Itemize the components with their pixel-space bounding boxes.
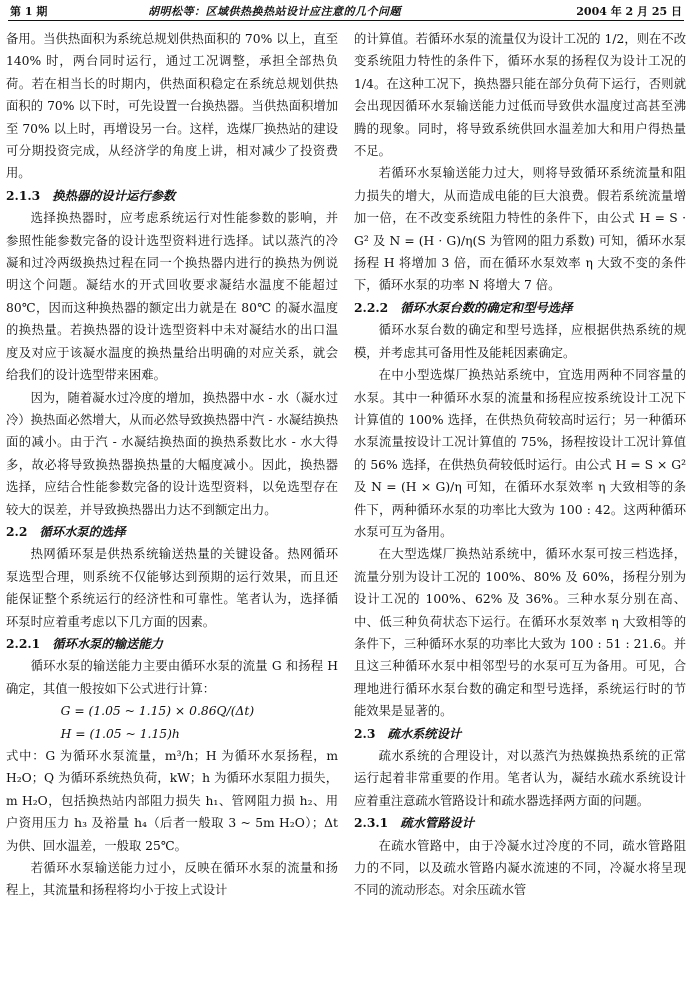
paragraph: 选择换热器时，应考虑系统运行对性能参数的影响，并参照性能参数完备的设计选型资料进行选择。试以蒸汽的冷凝和过冷两级换热过程在同一个换热器内进行的换热为例说明这个问题。凝结水的开式回收要求凝结水温度不能超过 80℃，因而这种换热器的额定出力就是在 80℃ 的凝水温度的换热量。若换热器的设计选型资料中未对凝结水的出口温度及对应于该凝水温度的换热量给出明确的对应关系，就会给我们的设计选型带来困难。 [6, 211, 338, 383]
paragraph: 若循环水泵输送能力过小，反映在循环水泵的流量和扬程上，其流量和扬程将均小于按上式设计 [6, 861, 338, 898]
formula-head: H = (1.05 ~ 1.15)h [60, 726, 180, 741]
section-title: 循环水泵的输送能力 [52, 635, 163, 651]
paragraph: 循环水泵的输送能力主要由循环水泵的流量 G 和扬程 H 确定，其值一般按如下公式进行计算： [6, 659, 338, 696]
paragraph: 循环水泵台数的确定和型号选择，应根据供热系统的规模，并考虑其可备用性及能耗因素确定。 [354, 323, 686, 360]
section-title: 循环水泵的选择 [39, 523, 126, 539]
section-number: 2.1.3 [6, 187, 41, 203]
paragraph: 在中小型选煤厂换热站系统中，宜选用两种不同容量的水泵。其中一种循环水泵的流量和扬程应按系统设计工况下计算值的 100% 选择，在供热负荷较高时运行；另一种循环水泵流量按设计工况计算值的 75%，扬程按设计工况计算值的 56% 选择，在供热负荷较低时运行。由公式 H = S × G² 及 N = (H × G)/η 可知，在循环水泵效率 η 大致相等的条件下，两种循环水泵的功率比大致为 100 : 42。这两种循环水泵可互为备用。 [354, 368, 686, 539]
section-title: 疏水管路设计 [400, 815, 475, 831]
section-title: 换热器的设计运行参数 [52, 187, 176, 203]
section-heading-2-1-3 [6, 185, 338, 207]
paragraph: 式中：G 为循环水泵流量，m³/h；H 为循环水泵扬程，m H₂O；Q 为循环系统热负荷，kW；h 为循环水泵阻力损失，m H₂O，包括换热站内部阻力损失 h₁、管网阻力损 h₂、用户资用压力 h₃ 及裕量 h₄（后者一般取 3 ~ 5m H₂O）；Δt 为供、回水温差，一般取 25℃。 [6, 749, 338, 853]
paragraph: 的计算值。若循环水泵的流量仅为设计工况的 1/2，则在不改变系统阻力特性的条件下，循环水泵的扬程仅为设计工况的 1/4。在这种工况下，换热器只能在部分负荷下运行，否则就会出现因循环水泵输送能力过低而导致供水温度过高甚至沸腾的现象。同时，将导致系统供回水温差加大和用户得热量不足。 [354, 32, 686, 159]
right-column [354, 28, 686, 996]
paragraph: 在大型选煤厂换热站系统中，循环水泵可按三档选择，流量分别为设计工况的 100%、80% 及 60%，扬程分别为设计工况的 100%、62% 及 36%。三种水泵分别在高、中、低三种负荷状态下运行。在循环水泵效率 η 大致相等的条件下，三种循环水泵的功率比大致为 100 : 51 : 21.6。并且这三种循环水泵中相邻型号的水泵可互为备用。可见，合理地进行循环水泵台数的确定和型号选择，系统运行时的节能效果是显著的。 [354, 547, 686, 719]
paragraph: 在疏水管路中，由于冷凝水过冷度的不同，疏水管路阻力的不同，以及疏水管路内凝水流速的不同，冷凝水将呈现不同的流动形态。对余压疏水管 [354, 838, 686, 898]
section-number: 2.3 [354, 725, 376, 741]
formula-flow: G = (1.05 ~ 1.15) × 0.86Q/(Δt) [60, 704, 255, 719]
section-number: 2.2.2 [354, 299, 389, 315]
section-heading-2-2 [6, 521, 338, 543]
section-number: 2.2.1 [6, 635, 41, 651]
paragraph: 疏水系统的合理设计，对以蒸汽为热媒换热系统的正常运行起着非常重要的作用。笔者认为，凝结水疏水系统设计应着重注意疏水管路设计和疏水器选择两方面的问题。 [354, 749, 686, 808]
section-heading-2-3-1 [354, 812, 686, 834]
section-heading-2-2-2 [354, 297, 686, 319]
paragraph: 备用。当供热面积为系统总规划供热面积的 70% 以上，直至 140% 时，两台同时运行，通过工况调整，承担全部热负荷。若在相当长的时期内，供热面积稳定在系统总规划供热面积的 70% 以下时，可先设置一台换热器。当供热面积增加至 70% 以上时，再增设另一台。这样，选煤厂换热站的建设可分期投资完成，从经济学的角度上讲，相对减少了投资费用。 [6, 32, 338, 181]
paragraph: 若循环水泵输送能力过大，则将导致循环系统流量和阻力损失的增大，从而造成电能的巨大浪费。假若系统流量增加一倍，在不改变系统阻力特性的条件下，由公式 H = S · G² 及 N = (H · G)/η(S 为管网的阻力系数) 可知，循环水泵扬程 H 将增加 3 倍，而在循环水泵效率 η 大致不变的条件下，循环水泵的功率 N 将增大 7 倍。 [354, 166, 686, 293]
issue-number: 第 1 期 [10, 5, 48, 18]
section-title: 疏水系统设计 [387, 725, 462, 741]
section-number: 2.3.1 [354, 815, 389, 831]
section-number: 2.2 [6, 523, 28, 539]
section-title: 循环水泵台数的确定和型号选择 [400, 299, 573, 315]
left-column [6, 28, 338, 996]
section-heading-2-3 [354, 723, 686, 745]
section-heading-2-2-1 [6, 633, 338, 655]
issue-date: 2004 年 2 月 25 日 [576, 5, 682, 18]
paragraph: 热网循环泵是供热系统输送热量的关键设备。热网循环泵选型合理，则系统不仅能够达到预期的运行效果，而且还能保证整个系统运行的经济性和可靠性。笔者认为，选择循环泵时应着重考虑以下几方面的因素。 [6, 547, 338, 629]
running-title: 胡明松等：区域供热换热站设计应注意的几个问题 [148, 5, 401, 18]
running-header [8, 2, 684, 21]
paragraph: 因为，随着凝水过冷度的增加，换热器中水 - 水（凝水过冷）换热面必然增大，从而必然导致换热器中汽 - 水凝结换热面的减小。由于汽 - 水凝结换热面的换热系数比水 - 水大得多，故必将导致换热器换热量的大幅度减小。因此，换热器选择，应结合性能参数完备的设计选型资料，以免选型存在较大的误差，并导致换热器出力达不到额定出力。 [6, 390, 338, 517]
